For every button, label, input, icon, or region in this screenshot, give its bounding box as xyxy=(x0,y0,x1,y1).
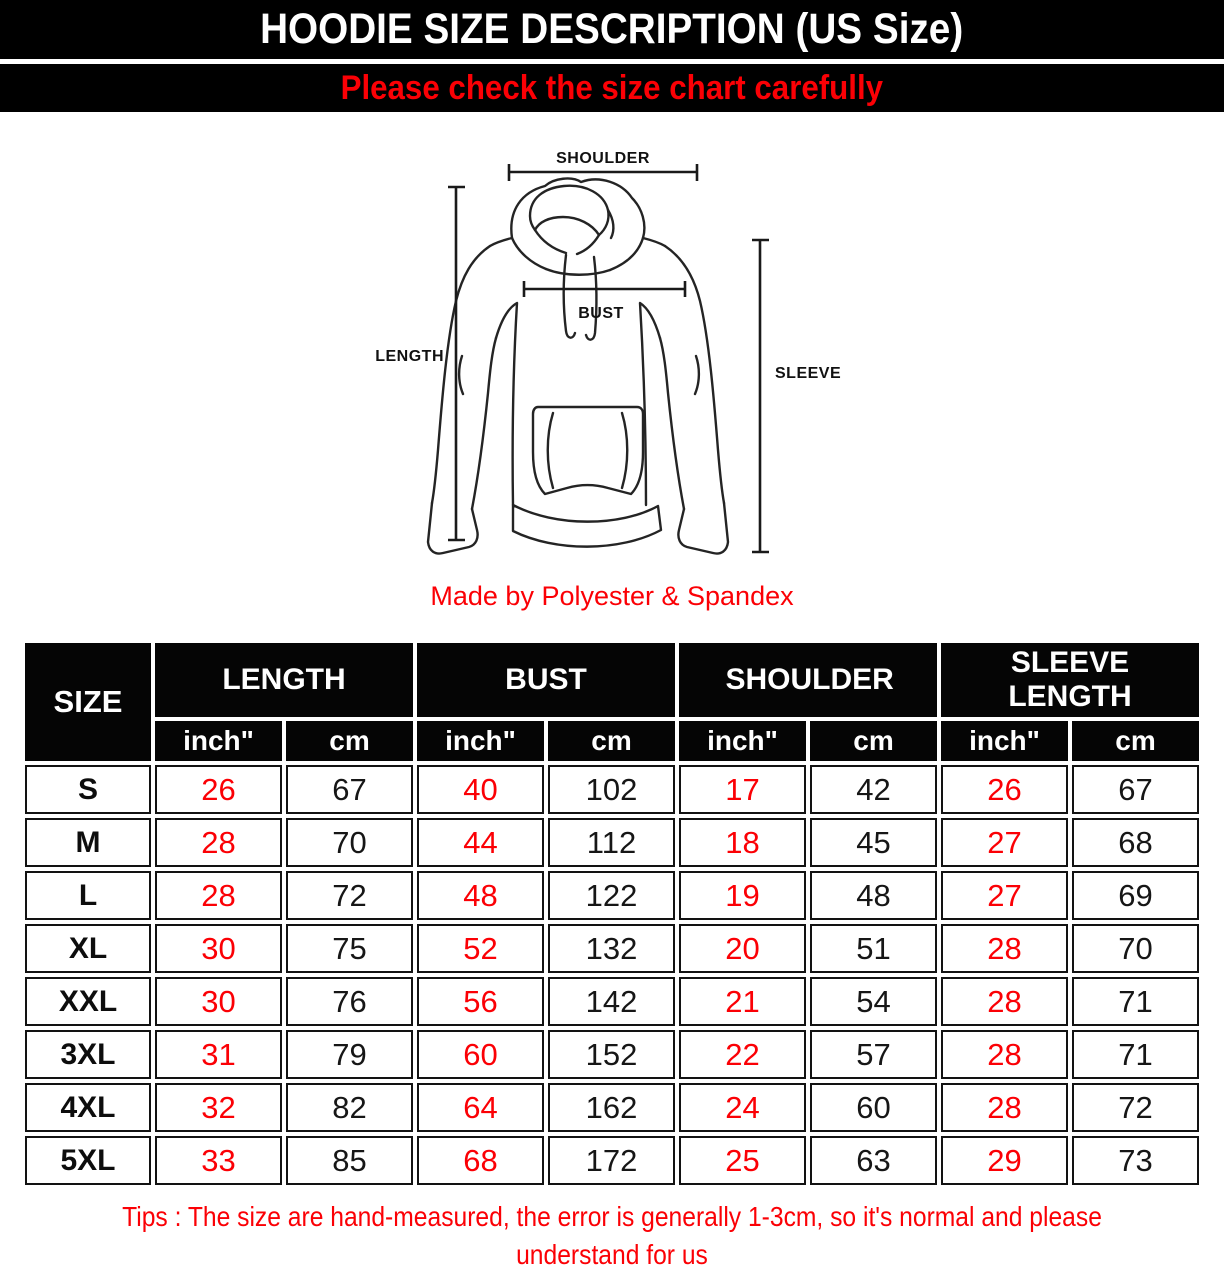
value-cell: 48 xyxy=(810,871,937,920)
value-cell: 33 xyxy=(155,1136,282,1185)
value-cell: 57 xyxy=(810,1030,937,1079)
value-cell: 64 xyxy=(417,1083,544,1132)
value-cell: 25 xyxy=(679,1136,806,1185)
value-cell: 79 xyxy=(286,1030,413,1079)
table-row xyxy=(25,1083,1199,1132)
header-row-units xyxy=(25,721,1199,761)
hoodie-line-drawing xyxy=(428,179,728,554)
size-cell: L xyxy=(25,871,151,920)
value-cell: 60 xyxy=(810,1083,937,1132)
size-cell: 5XL xyxy=(25,1136,151,1185)
value-cell: 26 xyxy=(941,765,1068,814)
value-cell: 19 xyxy=(679,871,806,920)
value-cell: 30 xyxy=(155,977,282,1026)
sleeve-measure-label: SLEEVE xyxy=(775,365,842,382)
shoulder-measure-label: SHOULDER xyxy=(556,150,650,167)
value-cell: 82 xyxy=(286,1083,413,1132)
value-cell: 162 xyxy=(548,1083,675,1132)
value-cell: 70 xyxy=(1072,924,1199,973)
value-cell: 71 xyxy=(1072,977,1199,1026)
unit-header-cm: cm xyxy=(810,721,937,761)
unit-header-inch: inch" xyxy=(155,721,282,761)
unit-header-inch: inch" xyxy=(417,721,544,761)
length-group-header: LENGTH xyxy=(155,643,413,717)
value-cell: 22 xyxy=(679,1030,806,1079)
value-cell: 28 xyxy=(941,1083,1068,1132)
value-cell: 73 xyxy=(1072,1136,1199,1185)
tips-note xyxy=(0,1198,1224,1274)
tips-line-2: understand for us xyxy=(516,1239,708,1270)
value-cell: 68 xyxy=(417,1136,544,1185)
value-cell: 28 xyxy=(155,818,282,867)
value-cell: 51 xyxy=(810,924,937,973)
value-cell: 28 xyxy=(941,1030,1068,1079)
page-title: HOODIE SIZE DESCRIPTION (US Size) xyxy=(260,5,964,53)
material-note: Made by Polyester & Spandex xyxy=(430,581,794,611)
hoodie-measurement-diagram xyxy=(340,130,900,585)
value-cell: 70 xyxy=(286,818,413,867)
unit-header-cm: cm xyxy=(548,721,675,761)
size-cell: M xyxy=(25,818,151,867)
subtitle-warning: Please check the size chart carefully xyxy=(340,68,884,107)
value-cell: 31 xyxy=(155,1030,282,1079)
value-cell: 56 xyxy=(417,977,544,1026)
bust-group-header: BUST xyxy=(417,643,675,717)
size-cell: XL xyxy=(25,924,151,973)
value-cell: 42 xyxy=(810,765,937,814)
value-cell: 69 xyxy=(1072,871,1199,920)
value-cell: 76 xyxy=(286,977,413,1026)
value-cell: 132 xyxy=(548,924,675,973)
table-row xyxy=(25,924,1199,973)
value-cell: 152 xyxy=(548,1030,675,1079)
subtitle-bar xyxy=(0,64,1224,112)
value-cell: 122 xyxy=(548,871,675,920)
value-cell: 30 xyxy=(155,924,282,973)
value-cell: 32 xyxy=(155,1083,282,1132)
shoulder-group-header: SHOULDER xyxy=(679,643,937,717)
value-cell: 102 xyxy=(548,765,675,814)
value-cell: 72 xyxy=(1072,1083,1199,1132)
size-cell: S xyxy=(25,765,151,814)
value-cell: 52 xyxy=(417,924,544,973)
bust-measure-label: BUST xyxy=(578,305,624,322)
size-chart-table xyxy=(21,639,1203,1189)
size-cell: 4XL xyxy=(25,1083,151,1132)
value-cell: 85 xyxy=(286,1136,413,1185)
length-measure-label: LENGTH xyxy=(375,348,444,365)
value-cell: 20 xyxy=(679,924,806,973)
value-cell: 27 xyxy=(941,871,1068,920)
unit-header-cm: cm xyxy=(1072,721,1199,761)
table-row xyxy=(25,871,1199,920)
value-cell: 142 xyxy=(548,977,675,1026)
value-cell: 44 xyxy=(417,818,544,867)
value-cell: 112 xyxy=(548,818,675,867)
header-row-groups xyxy=(25,643,1199,717)
value-cell: 29 xyxy=(941,1136,1068,1185)
tips-line-1: Tips : The size are hand-measured, the error is generally 1-3cm, so it's normal and please xyxy=(122,1201,1102,1232)
value-cell: 27 xyxy=(941,818,1068,867)
size-cell: 3XL xyxy=(25,1030,151,1079)
table-row xyxy=(25,1030,1199,1079)
value-cell: 26 xyxy=(155,765,282,814)
value-cell: 172 xyxy=(548,1136,675,1185)
value-cell: 21 xyxy=(679,977,806,1026)
sleeve-length-group-header: SLEEVE LENGTH xyxy=(941,643,1199,717)
value-cell: 72 xyxy=(286,871,413,920)
value-cell: 28 xyxy=(155,871,282,920)
value-cell: 54 xyxy=(810,977,937,1026)
value-cell: 18 xyxy=(679,818,806,867)
value-cell: 48 xyxy=(417,871,544,920)
table-row xyxy=(25,765,1199,814)
size-cell: XXL xyxy=(25,977,151,1026)
value-cell: 40 xyxy=(417,765,544,814)
unit-header-cm: cm xyxy=(286,721,413,761)
value-cell: 63 xyxy=(810,1136,937,1185)
unit-header-inch: inch" xyxy=(941,721,1068,761)
value-cell: 24 xyxy=(679,1083,806,1132)
size-column-header: SIZE xyxy=(25,643,151,761)
value-cell: 17 xyxy=(679,765,806,814)
table-row xyxy=(25,1136,1199,1185)
value-cell: 71 xyxy=(1072,1030,1199,1079)
value-cell: 45 xyxy=(810,818,937,867)
title-bar xyxy=(0,0,1224,59)
value-cell: 75 xyxy=(286,924,413,973)
value-cell: 60 xyxy=(417,1030,544,1079)
table-row xyxy=(25,977,1199,1026)
value-cell: 68 xyxy=(1072,818,1199,867)
unit-header-inch: inch" xyxy=(679,721,806,761)
value-cell: 28 xyxy=(941,977,1068,1026)
value-cell: 67 xyxy=(1072,765,1199,814)
table-row xyxy=(25,818,1199,867)
value-cell: 67 xyxy=(286,765,413,814)
value-cell: 28 xyxy=(941,924,1068,973)
